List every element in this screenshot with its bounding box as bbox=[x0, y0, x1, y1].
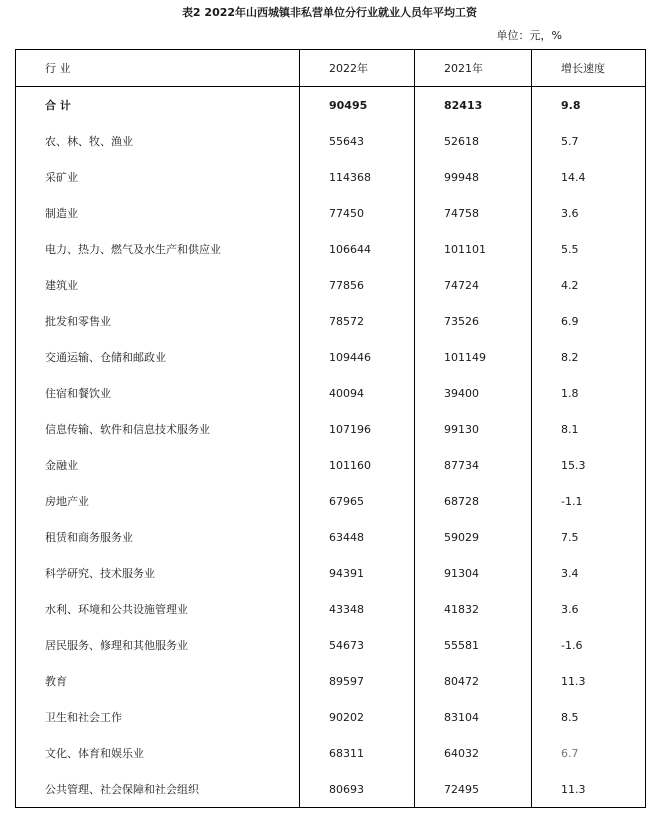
header-row bbox=[16, 50, 646, 87]
industry-cell: 住宿和餐饮业 bbox=[16, 375, 300, 411]
wage-table bbox=[15, 49, 646, 808]
wage-2022-cell: 77450 bbox=[300, 195, 415, 231]
table-row bbox=[16, 411, 646, 447]
table-row bbox=[16, 627, 646, 663]
table-row bbox=[16, 555, 646, 591]
table-row bbox=[16, 483, 646, 519]
industry-cell: 科学研究、技术服务业 bbox=[16, 555, 300, 591]
wage-2022-cell: 78572 bbox=[300, 303, 415, 339]
wage-2022-cell: 55643 bbox=[300, 123, 415, 159]
industry-cell: 公共管理、社会保障和社会组织 bbox=[16, 771, 300, 808]
wage-2021-cell: 74724 bbox=[415, 267, 532, 303]
wage-2022-cell: 54673 bbox=[300, 627, 415, 663]
wage-2021-cell: 99130 bbox=[415, 411, 532, 447]
wage-2022-cell: 107196 bbox=[300, 411, 415, 447]
table-row bbox=[16, 519, 646, 555]
industry-cell: 教育 bbox=[16, 663, 300, 699]
growth-cell: 15.3 bbox=[532, 447, 646, 483]
industry-cell: 批发和零售业 bbox=[16, 303, 300, 339]
table-row bbox=[16, 159, 646, 195]
wage-2021-cell: 101149 bbox=[415, 339, 532, 375]
table-title: 表2 2022年山西城镇非私营单位分行业就业人员年平均工资 bbox=[181, 6, 478, 19]
header-growth: 增长速度 bbox=[532, 50, 646, 87]
growth-cell: 1.8 bbox=[532, 375, 646, 411]
wage-2021-cell: 68728 bbox=[415, 483, 532, 519]
table-row bbox=[16, 267, 646, 303]
wage-2021-cell: 73526 bbox=[415, 303, 532, 339]
table-row bbox=[16, 699, 646, 735]
header-2022: 2022年 bbox=[300, 50, 415, 87]
industry-cell: 建筑业 bbox=[16, 267, 300, 303]
wage-2022-cell: 77856 bbox=[300, 267, 415, 303]
growth-cell: 9.8 bbox=[532, 87, 646, 124]
wage-2021-cell: 83104 bbox=[415, 699, 532, 735]
wage-2021-cell: 101101 bbox=[415, 231, 532, 267]
industry-cell: 租赁和商务服务业 bbox=[16, 519, 300, 555]
wage-2021-cell: 82413 bbox=[415, 87, 532, 124]
industry-cell: 合 计 bbox=[16, 87, 300, 124]
wage-2022-cell: 94391 bbox=[300, 555, 415, 591]
wage-2022-cell: 106644 bbox=[300, 231, 415, 267]
growth-cell: 4.2 bbox=[532, 267, 646, 303]
growth-cell: 7.5 bbox=[532, 519, 646, 555]
industry-cell: 制造业 bbox=[16, 195, 300, 231]
total-row bbox=[16, 87, 646, 124]
table-row bbox=[16, 231, 646, 267]
wage-2022-cell: 89597 bbox=[300, 663, 415, 699]
industry-cell: 采矿业 bbox=[16, 159, 300, 195]
header-2021: 2021年 bbox=[415, 50, 532, 87]
wage-2021-cell: 59029 bbox=[415, 519, 532, 555]
wage-2022-cell: 67965 bbox=[300, 483, 415, 519]
table-row bbox=[16, 591, 646, 627]
wage-2022-cell: 114368 bbox=[300, 159, 415, 195]
industry-cell: 信息传输、软件和信息技术服务业 bbox=[16, 411, 300, 447]
table-row bbox=[16, 303, 646, 339]
wage-2021-cell: 91304 bbox=[415, 555, 532, 591]
wage-2021-cell: 99948 bbox=[415, 159, 532, 195]
growth-cell: -1.6 bbox=[532, 627, 646, 663]
growth-cell: 11.3 bbox=[532, 663, 646, 699]
table-row bbox=[16, 375, 646, 411]
industry-cell: 金融业 bbox=[16, 447, 300, 483]
growth-cell: 3.6 bbox=[532, 591, 646, 627]
growth-cell: 8.1 bbox=[532, 411, 646, 447]
table-row bbox=[16, 663, 646, 699]
growth-cell: 8.5 bbox=[532, 699, 646, 735]
wage-2021-cell: 52618 bbox=[415, 123, 532, 159]
industry-cell: 电力、热力、燃气及水生产和供应业 bbox=[16, 231, 300, 267]
table-row bbox=[16, 123, 646, 159]
growth-cell: 5.7 bbox=[532, 123, 646, 159]
growth-cell: 6.7 bbox=[532, 735, 646, 771]
wage-2022-cell: 68311 bbox=[300, 735, 415, 771]
wage-2021-cell: 39400 bbox=[415, 375, 532, 411]
wage-2021-cell: 74758 bbox=[415, 195, 532, 231]
wage-2022-cell: 63448 bbox=[300, 519, 415, 555]
growth-cell: -1.1 bbox=[532, 483, 646, 519]
wage-2022-cell: 43348 bbox=[300, 591, 415, 627]
wage-2022-cell: 101160 bbox=[300, 447, 415, 483]
wage-2021-cell: 80472 bbox=[415, 663, 532, 699]
wage-2021-cell: 72495 bbox=[415, 771, 532, 808]
table-row bbox=[16, 771, 646, 808]
growth-cell: 8.2 bbox=[532, 339, 646, 375]
growth-cell: 5.5 bbox=[532, 231, 646, 267]
industry-cell: 卫生和社会工作 bbox=[16, 699, 300, 735]
industry-cell: 居民服务、修理和其他服务业 bbox=[16, 627, 300, 663]
growth-cell: 11.3 bbox=[532, 771, 646, 808]
wage-2021-cell: 87734 bbox=[415, 447, 532, 483]
industry-cell: 农、林、牧、渔业 bbox=[16, 123, 300, 159]
growth-cell: 6.9 bbox=[532, 303, 646, 339]
table-row bbox=[16, 195, 646, 231]
wage-2022-cell: 40094 bbox=[300, 375, 415, 411]
header-industry: 行 业 bbox=[16, 50, 300, 87]
wage-2022-cell: 109446 bbox=[300, 339, 415, 375]
wage-2021-cell: 41832 bbox=[415, 591, 532, 627]
table-row bbox=[16, 339, 646, 375]
wage-2021-cell: 64032 bbox=[415, 735, 532, 771]
growth-cell: 3.6 bbox=[532, 195, 646, 231]
table-row bbox=[16, 735, 646, 771]
wage-2022-cell: 90495 bbox=[300, 87, 415, 124]
industry-cell: 文化、体育和娱乐业 bbox=[16, 735, 300, 771]
wage-2022-cell: 90202 bbox=[300, 699, 415, 735]
growth-cell: 3.4 bbox=[532, 555, 646, 591]
industry-cell: 水利、环境和公共设施管理业 bbox=[16, 591, 300, 627]
growth-cell: 14.4 bbox=[532, 159, 646, 195]
industry-cell: 房地产业 bbox=[16, 483, 300, 519]
industry-cell: 交通运输、仓储和邮政业 bbox=[16, 339, 300, 375]
table-row bbox=[16, 447, 646, 483]
unit-note: 单位：元，% bbox=[496, 29, 562, 42]
wage-2022-cell: 80693 bbox=[300, 771, 415, 808]
wage-2021-cell: 55581 bbox=[415, 627, 532, 663]
